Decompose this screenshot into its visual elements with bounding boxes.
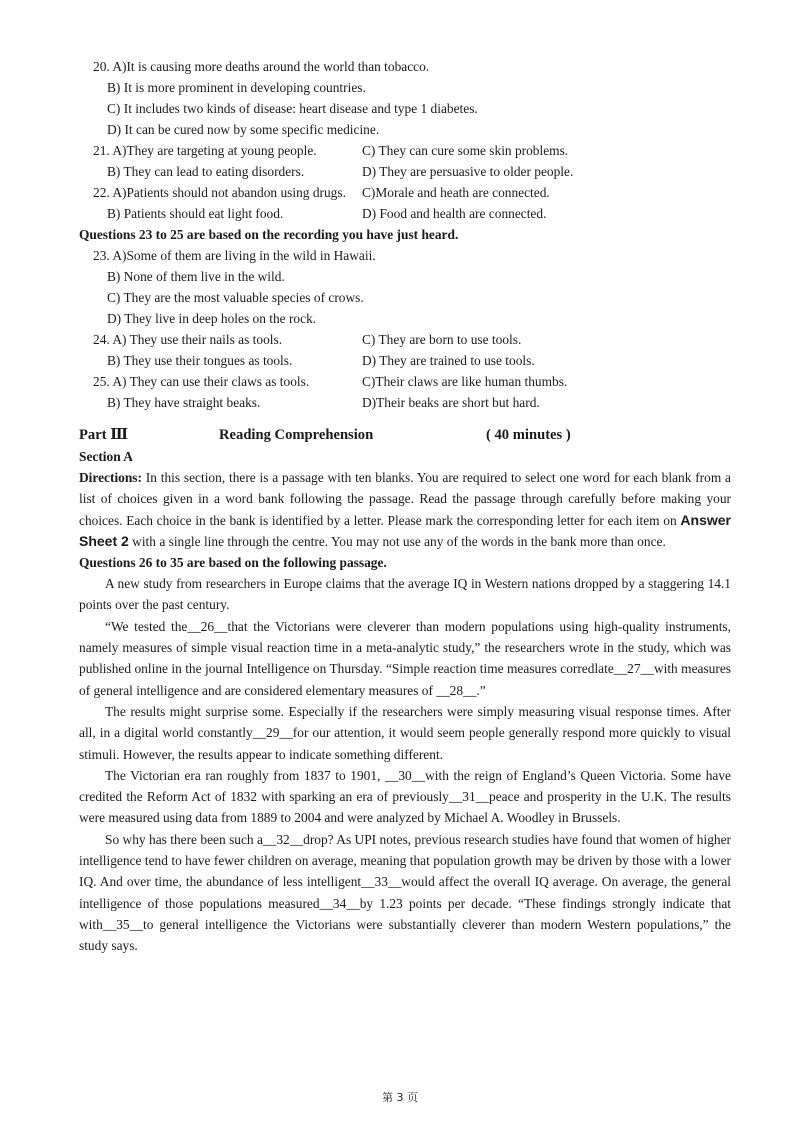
- q20-option-d: D) It can be cured now by some specific medicine.: [107, 122, 380, 137]
- q24-row-2: [79, 350, 731, 371]
- q22-option-d: D) Food and health are connected.: [362, 206, 547, 221]
- q24-row-1: [79, 329, 731, 350]
- q25-option-a: 25. A) They can use their claws as tools.: [93, 374, 310, 389]
- q25-option-b: B) They have straight beaks.: [107, 395, 261, 410]
- part-time: ( 40 minutes ): [486, 427, 571, 443]
- q23-option-c: C) They are the most valuable species of crows.: [107, 290, 364, 305]
- q22-option-c: C)Morale and heath are connected.: [362, 185, 550, 200]
- q21-option-b: B) They can lead to eating disorders.: [107, 164, 305, 179]
- passage-paragraph-2: “We tested the__26__that the Victorians were cleverer than modern populations using high-quality instruments, namely measures of simple visual reaction time in a meta-analytic study,” the researchers wrote in the study, which was published online in the journal Intelligence on Thursday. “Simple reaction time measures corredlate__27__with measures of general intelligence and are considered elementary measures of __28__.”: [79, 618, 731, 698]
- q20-option-c: C) It includes two kinds of disease: heart disease and type 1 diabetes.: [107, 101, 478, 116]
- recording-heading: Questions 23 to 25 are based on the recording you have just heard.: [79, 227, 459, 242]
- passage-paragraph-1: A new study from researchers in Europe claims that the average IQ in Western nations dropped by a staggering 14.1 points over the past century.: [79, 576, 731, 613]
- q22-option-b: B) Patients should eat light food.: [107, 206, 284, 221]
- q22-row-1: [79, 182, 731, 203]
- answer-sheet-ref: Answer Sheet 2: [79, 511, 731, 549]
- page-number: 第 3 页: [382, 1091, 418, 1104]
- q24-option-a: 24. A) They use their nails as tools.: [93, 332, 283, 347]
- q21-row-2: [79, 161, 731, 182]
- q25-row-1: [79, 371, 731, 392]
- directions: [79, 467, 731, 552]
- q25-option-d: D)Their beaks are short but hard.: [362, 395, 540, 410]
- q23-option-d: D) They live in deep holes on the rock.: [107, 311, 317, 326]
- q24-option-c: C) They are born to use tools.: [362, 332, 522, 347]
- directions-label: Directions:: [79, 470, 142, 485]
- q22-row-2: [79, 203, 731, 224]
- q24-option-d: D) They are trained to use tools.: [362, 353, 535, 368]
- q25-option-c: C)Their claws are like human thumbs.: [362, 374, 568, 389]
- passage-paragraph-4: The Victorian era ran roughly from 1837 to 1901, __30__with the reign of England’s Queen Victoria. Some have credited the Reform Act of 1832 with sparking an era of previously__31__peace and prosperity in the U.K. The results were measured using data from 1889 to 2004 and were analyzed by Michael A. Woodley in Brussels.: [79, 767, 731, 826]
- part-label: Part Ⅲ: [79, 427, 128, 443]
- q20-option-a: 20. A)It is causing more deaths around the world than tobacco.: [93, 59, 430, 74]
- passage-paragraph-3: The results might surprise some. Especially if the researchers were simply measuring visual response times. After all, in a digital world constantly__29__for our attention, it would seem people generally respond more quickly to visual stimuli. However, the results appear to indicate something different.: [79, 703, 731, 762]
- q22-option-a: 22. A)Patients should not abandon using drugs.: [93, 185, 346, 200]
- passage-heading: Questions 26 to 35 are based on the following passage.: [79, 555, 387, 571]
- q21-option-a: 21. A)They are targeting at young people.: [93, 143, 317, 158]
- directions-text-1: In this section, there is a passage with ten blanks. You are required to select one word for each blank from a list of choices given in a word bank following the passage. Read the passage through carefully before making your choices. Each choice in the bank is identified by a letter. Please mark the corresponding letter for each item on: [79, 470, 731, 528]
- q23-option-b: B) None of them live in the wild.: [107, 269, 285, 284]
- directions-text-2: with a single line through the centre. You may not use any of the words in the bank more than once.: [128, 533, 666, 549]
- q21-row-1: [79, 140, 731, 161]
- q21-option-d: D) They are persuasive to older people.: [362, 164, 574, 179]
- q23-option-a: 23. A)Some of them are living in the wild in Hawaii.: [93, 248, 376, 263]
- part-heading: [79, 424, 731, 446]
- part-title: Reading Comprehension: [219, 427, 374, 443]
- q21-option-c: C) They can cure some skin problems.: [362, 143, 569, 158]
- passage-paragraph-5: So why has there been such a__32__drop? As UPI notes, previous research studies have found that women of higher intelligence tend to have fewer children on average, meaning that population growth may be driven by those with a lower IQ. And over time, the abundance of less intelligent__33__would affect the overall IQ average. On average, the general intelligence of those populations measured__34__by 1.23 points per decade. “These findings strongly indicate that with__35__to general intelligence the Victorians were substantially cleverer than modern Western populations,” the study says.: [79, 831, 731, 954]
- q24-option-b: B) They use their tongues as tools.: [107, 353, 293, 368]
- page-content: [79, 56, 731, 957]
- q25-row-2: [79, 392, 731, 413]
- q20-option-b: B) It is more prominent in developing countries.: [107, 80, 366, 95]
- section-heading: Section A: [79, 449, 133, 464]
